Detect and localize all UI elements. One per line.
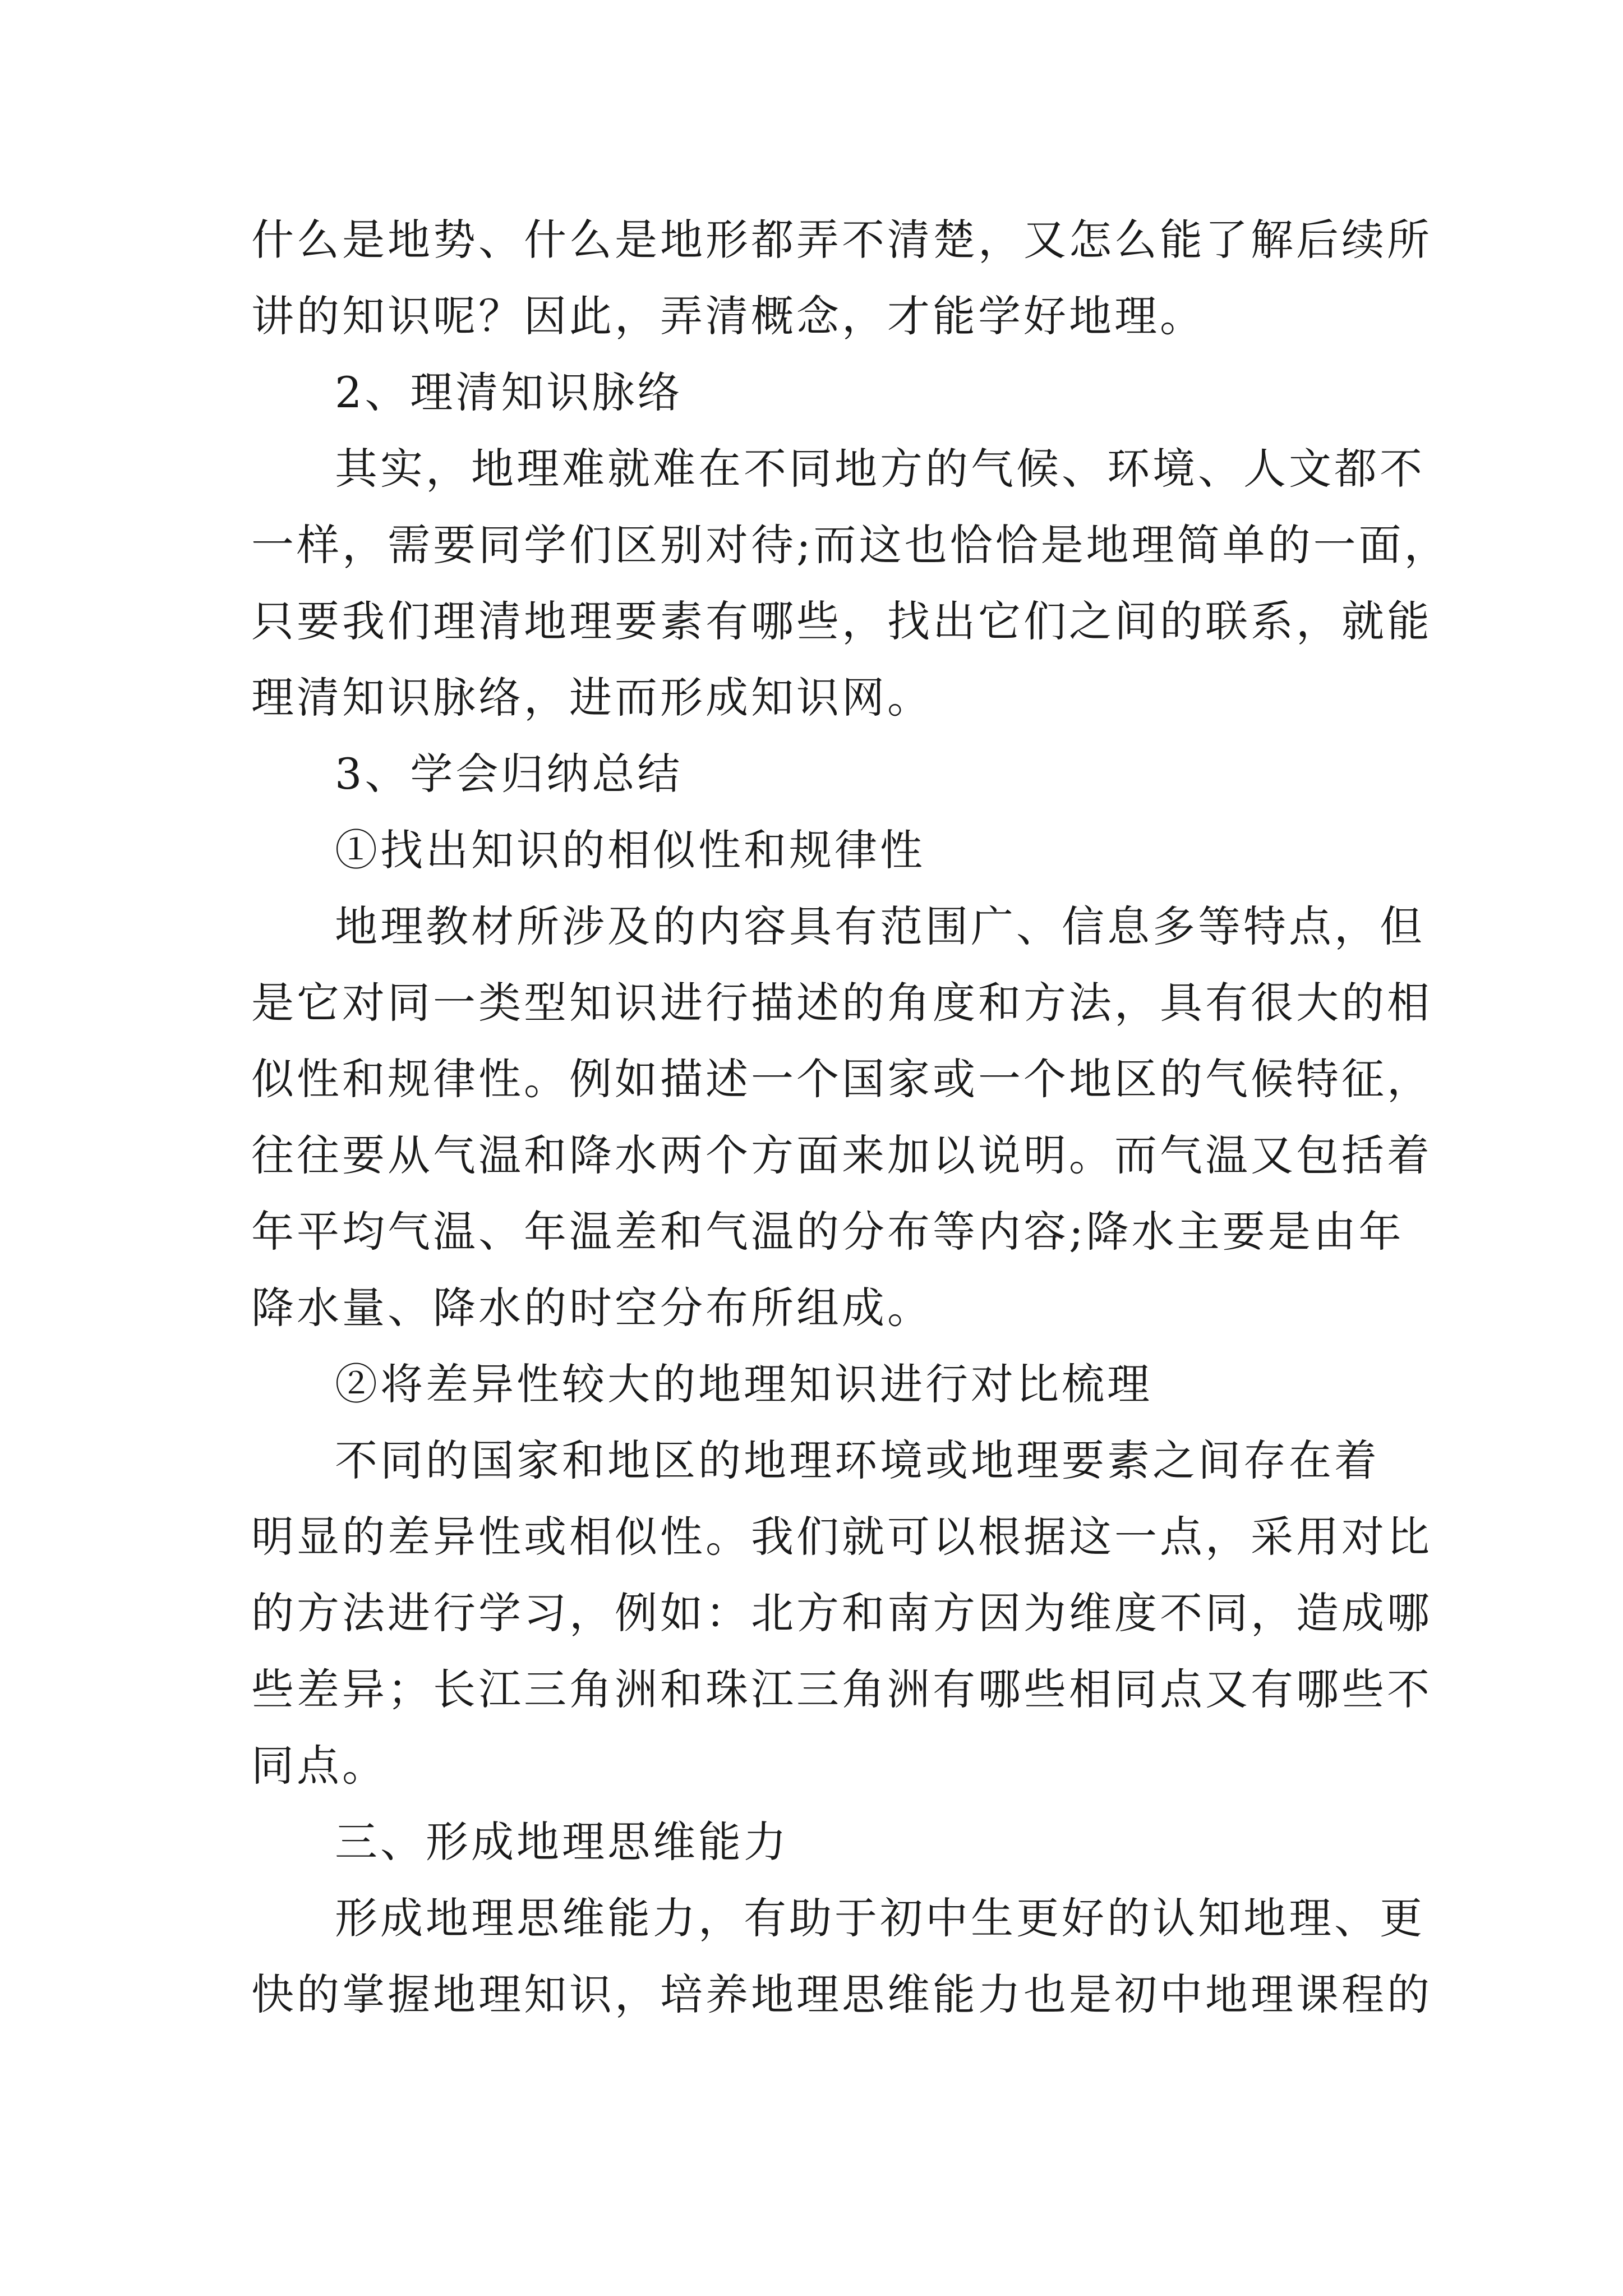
- text-line: 讲的知识呢？因此，弄清概念，才能学好地理。: [251, 291, 1205, 341]
- subsection-heading: ②将差异性较大的地理知识进行对比梳理: [335, 1359, 1152, 1409]
- section-heading: 三、形成地理思维能力: [335, 1817, 789, 1867]
- paragraph-first-line: 形成地理思维能力，有助于初中生更好的认知地理、更: [335, 1893, 1425, 1943]
- text-line: 似性和规律性。例如描述一个国家或一个地区的气候特征，: [251, 1054, 1432, 1104]
- text-line: 是它对同一类型知识进行描述的角度和方法，具有很大的相: [251, 978, 1432, 1028]
- text-line: 理清知识脉络，进而形成知识网。: [251, 673, 933, 723]
- text-line: 明显的差异性或相似性。我们就可以根据这一点，采用对比: [251, 1512, 1432, 1562]
- section-heading: 2、理清知识脉络: [335, 367, 683, 417]
- paragraph-first-line: 不同的国家和地区的地理环境或地理要素之间存在着: [335, 1435, 1380, 1485]
- subsection-heading: ①找出知识的相似性和规律性: [335, 825, 925, 875]
- paragraph-first-line: 其实，地理难就难在不同地方的气候、环境、人文都不: [335, 444, 1425, 494]
- section-heading: 3、学会归纳总结: [335, 749, 683, 799]
- text-line: 只要我们理清地理要素有哪些，找出它们之间的联系，就能: [251, 596, 1432, 646]
- text-line: 些差异；长江三角洲和珠江三角洲有哪些相同点又有哪些不: [251, 1664, 1432, 1714]
- text-line: 同点。: [251, 1741, 388, 1791]
- text-line: 降水量、降水的时空分布所组成。: [251, 1283, 933, 1333]
- text-line: 一样，需要同学们区别对待;而这也恰恰是地理简单的一面，: [251, 520, 1450, 570]
- text-line: 年平均气温、年温差和气温的分布等内容;降水主要是由年: [251, 1207, 1404, 1257]
- text-line: 的方法进行学习，例如：北方和南方因为维度不同，造成哪: [251, 1588, 1432, 1638]
- paragraph-first-line: 地理教材所涉及的内容具有范围广、信息多等特点，但: [335, 901, 1425, 951]
- text-line: 往往要从气温和降水两个方面来加以说明。而气温又包括着: [251, 1130, 1432, 1180]
- text-line: 快的掌握地理知识，培养地理思维能力也是初中地理课程的: [251, 1970, 1432, 2019]
- text-line: 什么是地势、什么是地形都弄不清楚，又怎么能了解后续所: [251, 215, 1432, 265]
